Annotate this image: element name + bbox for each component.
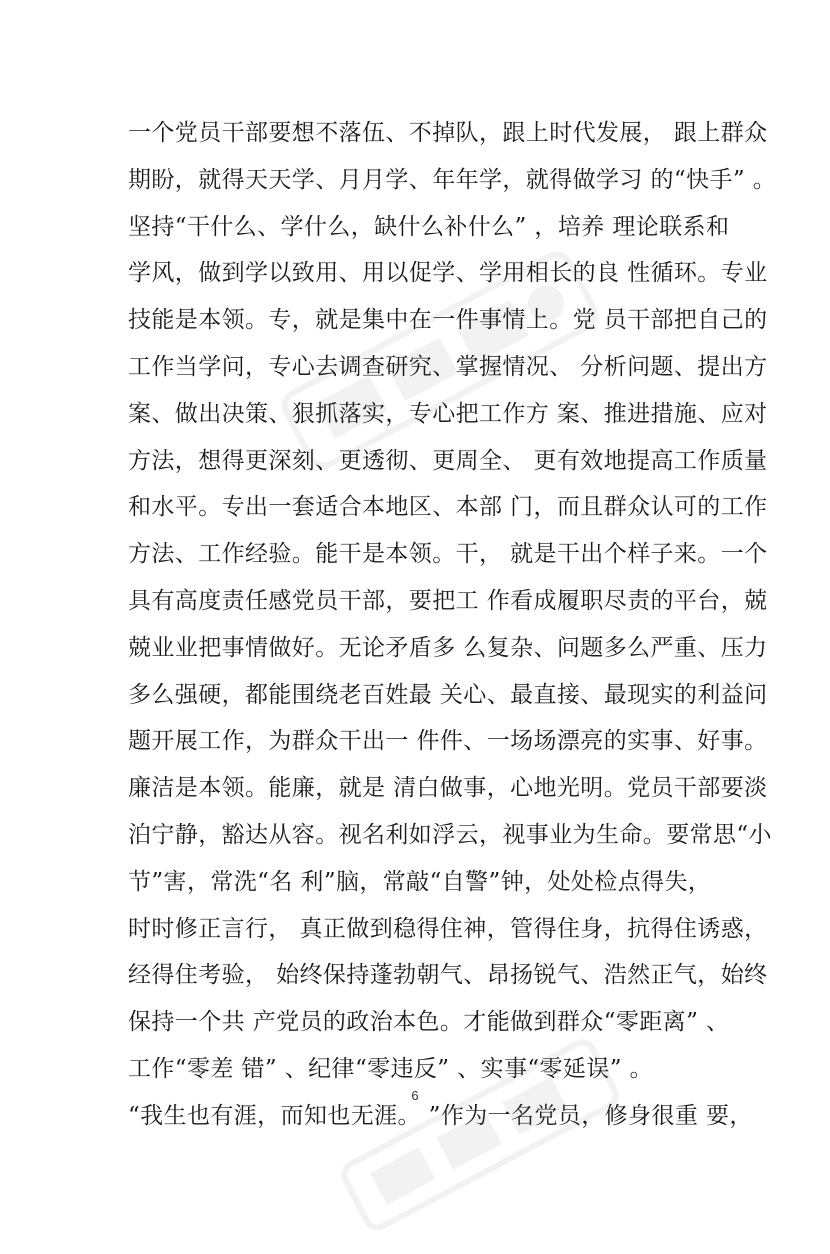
text-line: 一个党员干部要想不落伍、不掉队，跟上时代发展， 跟上群众 <box>128 120 768 146</box>
text-line: 题开展工作，为群众干出一 件件、一场场漂亮的实事、好事。 <box>128 728 768 755</box>
text-line: 工作“零差 错” 、纪律“零违反” 、实事“零延误” 。 <box>128 1055 653 1082</box>
text-line: 坚持“干什么、学什么，缺什么补什么” ，培养 理论联系和 <box>128 213 730 240</box>
text-line: 方法，想得更深刻、更透彻、更周全、 更有效地提高工作质量 <box>128 447 768 474</box>
text-line: 廉洁是本领。能廉，就是 清白做事，心地光明。党员干部要淡 <box>128 775 768 802</box>
text-line: 期盼，就得天天学、月月学、年年学，就得做学习 的“快手” 。 <box>128 166 777 193</box>
text-line: 案、做出决策、狠抓落实，专心把工作方 案、推进措施、应对 <box>128 400 768 427</box>
text-line: 泊宁静，豁达从容。视名利如浮云，视事业为生命。要常思“小 <box>128 821 772 848</box>
text-line: 经得住考验， 始终保持蓬勃朝气、昂扬锐气、浩然正气，始终 <box>128 962 768 989</box>
text-line: 多么强硬，都能围绕老百姓最 关心、最直接、最现实的利益问 <box>128 681 768 708</box>
text-line: 节”害，常洗“名 利”脑，常敲“自警”钟，处处检点得失， <box>128 868 712 895</box>
text-line: 兢业业把事情做好。无论矛盾多 么复杂、问题多么严重、压力 <box>128 634 768 661</box>
body-text <box>128 110 777 1140</box>
text-line: 方法、工作经验。能干是本领。干， 就是干出个样子来。一个 <box>128 541 768 568</box>
text-line: 保持一个共 产党员的政治本色。才能做到群众“零距离” 、 <box>128 1009 730 1036</box>
text-line: 学风，做到学以致用、用以促学、学用相长的良 性循环。专业 <box>128 260 768 287</box>
text-line: 工作当学问，专心去调查研究、掌握情况、 分析问题、提出方 <box>128 353 768 380</box>
text-line: “我生也有涯，而知也无涯。 ”作为一名党员，修身很重 要， <box>128 1102 753 1129</box>
text-line: 和水平。专出一套适合本地区、本部 门，而且群众认可的工作 <box>128 494 768 521</box>
text-line: 时时修正言行， 真正做到稳得住神，管得住身，抗得住诱惑， <box>128 915 768 942</box>
page-number: 6 <box>411 1088 419 1103</box>
text-line: 具有高度责任感党员干部，要把工 作看成履职尽责的平台，兢 <box>128 587 768 614</box>
text-line: 技能是本领。专，就是集中在一件事情上。党 员干部把自己的 <box>128 307 768 334</box>
